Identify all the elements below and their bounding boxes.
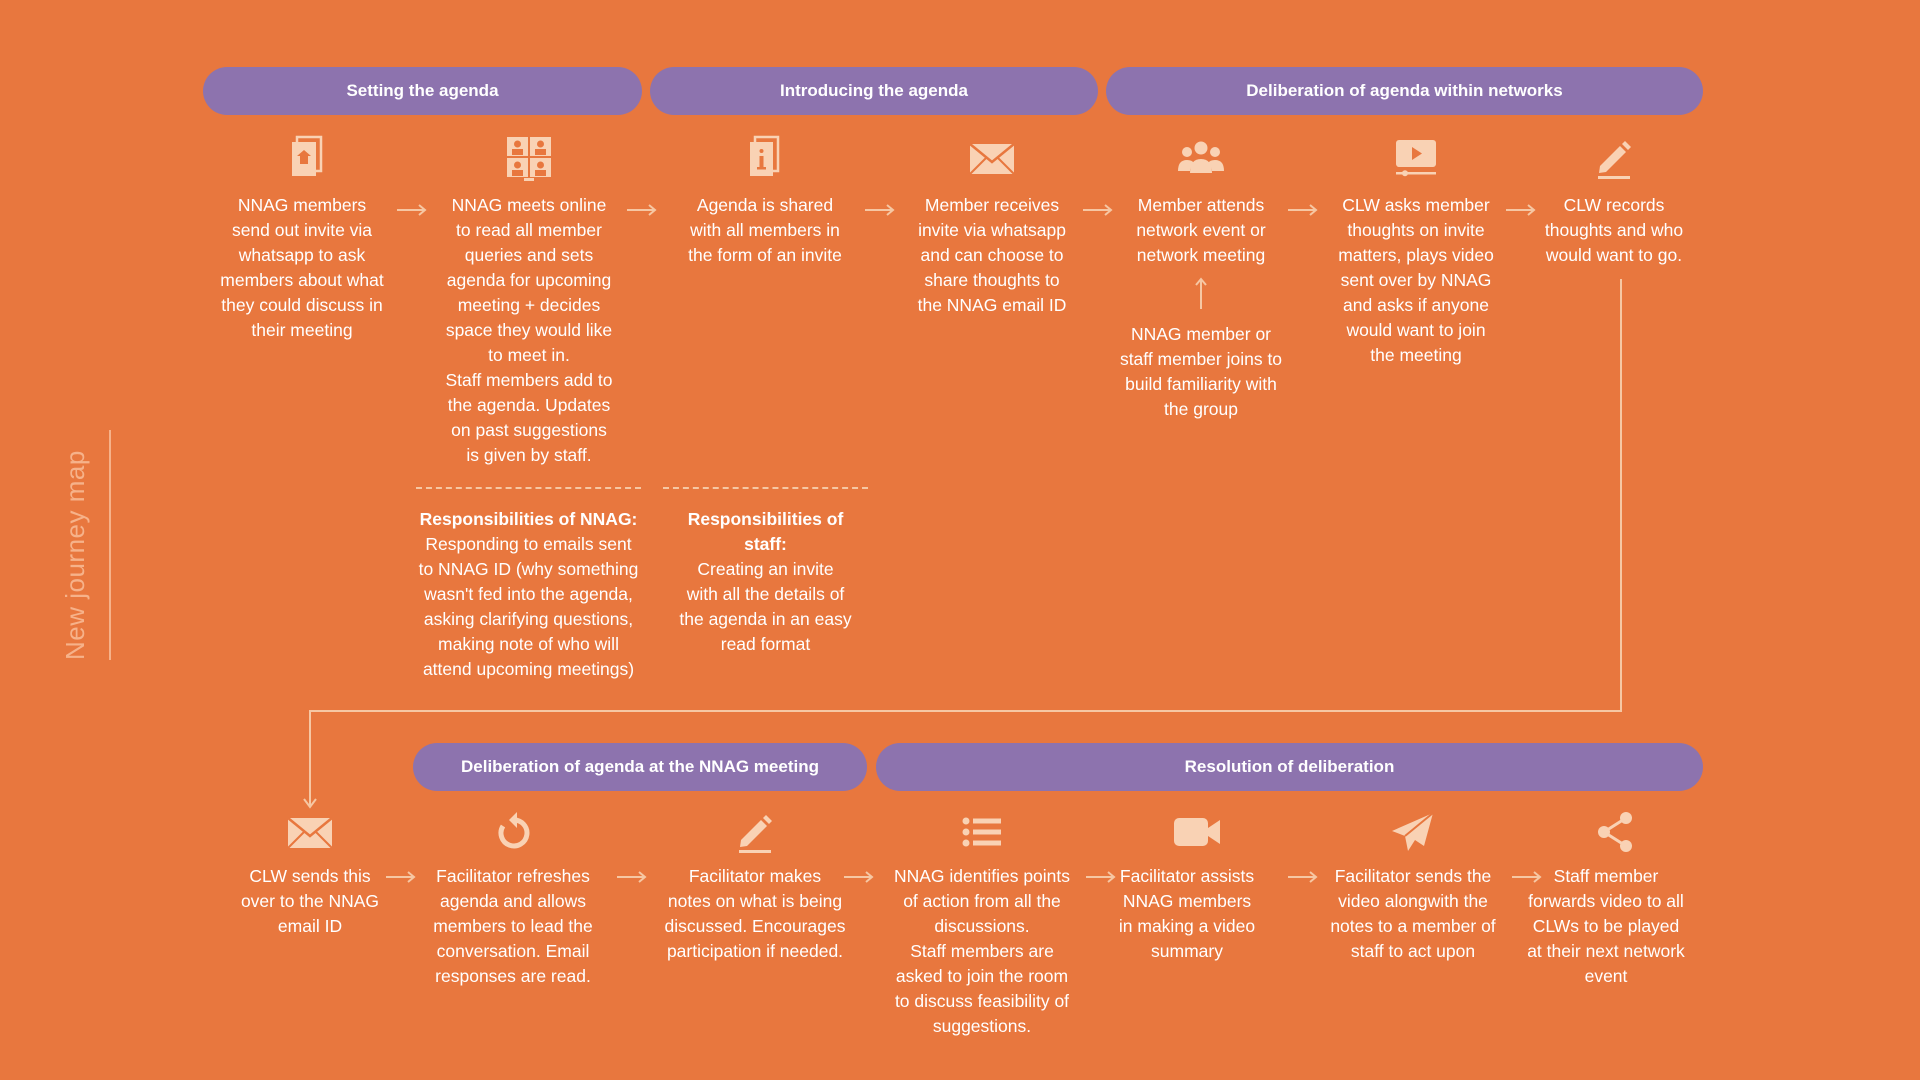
step-nnag-identifies: NNAG identifies points of action from all the discussions. Staff members are asked to join the room to discuss feasibility of suggestions. xyxy=(893,866,1071,1036)
step-clw-sends: CLW sends this over to the NNAG email ID xyxy=(240,866,380,936)
flow-arrow xyxy=(616,870,648,884)
send-icon xyxy=(1385,804,1441,860)
step-facilitator-sends: Facilitator sends the video alongwith the notes to a member of staff to act upon xyxy=(1330,866,1496,961)
flow-arrow xyxy=(626,203,658,217)
flow-arrow xyxy=(1505,203,1537,217)
step-facilitator-refreshes: Facilitator refreshes agenda and allows members to lead the conversation. Email responses are read. xyxy=(433,866,593,986)
envelope-icon xyxy=(964,130,1020,186)
flow-arrow xyxy=(1287,203,1319,217)
phase-setting-agenda: Setting the agenda xyxy=(203,67,642,115)
pencil-icon xyxy=(727,804,783,860)
step-facilitator-assists: Facilitator assists NNAG members in making a video summary xyxy=(1118,866,1256,961)
responsibilities-staff-text: Creating an invite with all the details of the agenda in an easy read format xyxy=(679,559,852,654)
refresh-icon xyxy=(485,804,541,860)
responsibilities-nnag-text: Responding to emails sent to NNAG ID (why something wasn't fed into the agenda, asking clarifying questions, making note of who will attend upcoming meetings) xyxy=(418,534,639,679)
step-nnag-meets-online: NNAG meets online to read all member queries and sets agenda for upcoming meeting + decides space they would like to meet in. Staff members add to the agenda. Updates on past suggestions is given by staff. xyxy=(445,195,613,465)
step-agenda-shared: Agenda is shared with all members in the form of an invite xyxy=(688,195,842,265)
step-nnag-send-invite: NNAG members send out invite via whatsapp to ask members about what they could discuss in their meeting xyxy=(220,195,384,340)
flow-arrow xyxy=(396,203,428,217)
group-icon xyxy=(1173,130,1229,186)
pencil-icon xyxy=(1586,130,1642,186)
step-clw-asks: CLW asks member thoughts on invite matters, plays video sent over by NNAG and asks if anyone would want to join the meeting xyxy=(1338,195,1494,365)
flow-arrow xyxy=(864,203,896,217)
side-title: New journey map xyxy=(60,450,90,660)
step-member-receives-invite: Member receives invite via whatsapp and can choose to share thoughts to the NNAG email ID xyxy=(917,195,1067,315)
envelope-icon xyxy=(282,804,338,860)
flow-arrow xyxy=(385,870,417,884)
flow-arrow xyxy=(1287,870,1319,884)
phase-deliberation-nnag-meeting: Deliberation of agenda at the NNAG meeting xyxy=(413,743,867,791)
step-clw-records: CLW records thoughts and who would want to go. xyxy=(1544,195,1684,265)
document-info-icon xyxy=(737,130,793,186)
phase-resolution: Resolution of deliberation xyxy=(876,743,1703,791)
flow-arrow xyxy=(1082,203,1114,217)
connector-line xyxy=(300,275,1630,815)
responsibilities-staff-title: Responsibilities of staff: xyxy=(687,509,844,554)
document-home-icon xyxy=(280,130,336,186)
list-icon xyxy=(954,804,1010,860)
step-staff-forwards: Staff member forwards video to all CLWs to be played at their next network event xyxy=(1527,866,1685,986)
flow-arrow xyxy=(1511,870,1543,884)
step-facilitator-notes: Facilitator makes notes on what is being discussed. Encourages participation if needed. xyxy=(664,866,846,961)
side-title-rule xyxy=(109,430,111,660)
step-member-attends: Member attends network event or network meeting xyxy=(1136,195,1266,265)
responsibilities-nnag-title: Responsibilities of NNAG: xyxy=(419,509,638,529)
video-player-icon xyxy=(1388,130,1444,186)
flow-arrow xyxy=(1085,870,1117,884)
phase-deliberation-networks: Deliberation of agenda within networks xyxy=(1106,67,1703,115)
share-icon xyxy=(1588,804,1644,860)
video-meeting-icon xyxy=(501,130,557,186)
flow-arrow xyxy=(843,870,875,884)
sub-note-familiarity: NNAG member or staff member joins to build familiarity with the group xyxy=(1119,324,1283,419)
phase-introducing-agenda: Introducing the agenda xyxy=(650,67,1098,115)
video-camera-icon xyxy=(1169,804,1225,860)
